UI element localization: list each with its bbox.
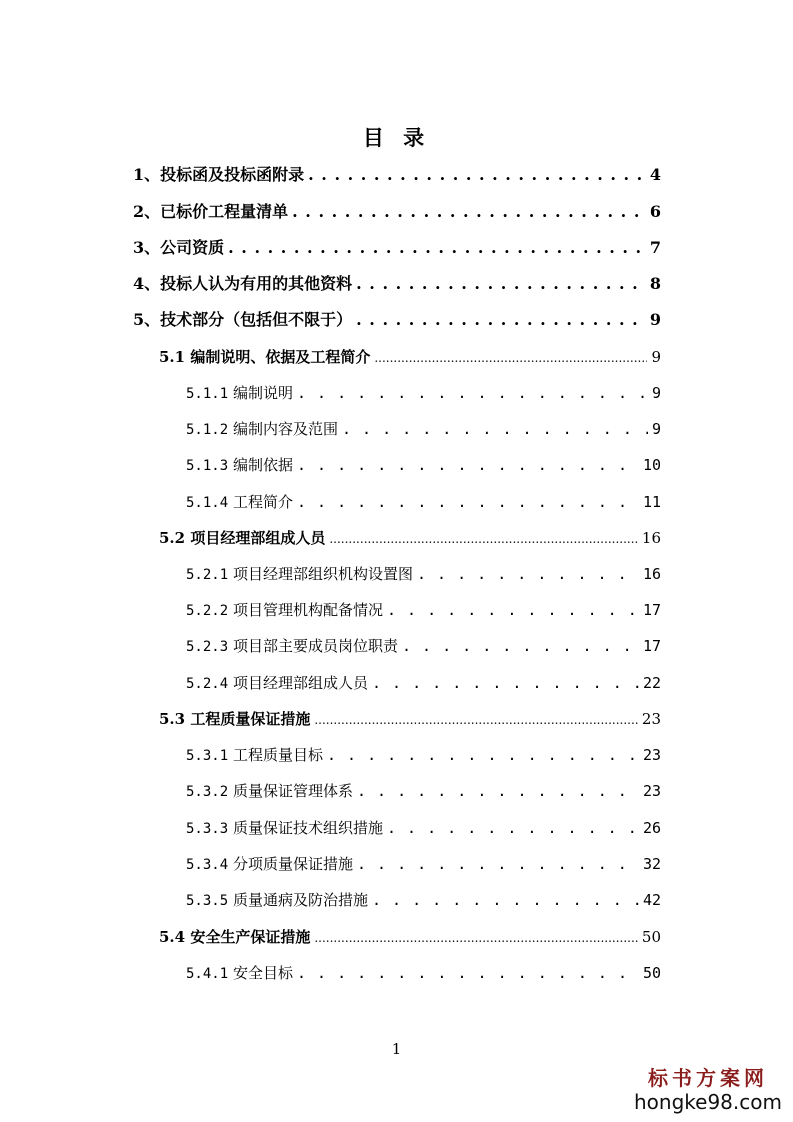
- toc-leader: [417, 561, 639, 587]
- toc-page-number: 6: [649, 202, 661, 221]
- toc-leader: [297, 489, 639, 515]
- toc-page-number: 10: [642, 456, 661, 474]
- toc-page-number: 7: [649, 238, 661, 257]
- toc-page-number: 23: [642, 746, 661, 764]
- toc-label: 5.4.1 安全目标: [186, 964, 293, 982]
- toc-page-number: 9: [649, 310, 661, 329]
- toc-entry-5-3-2[interactable]: [186, 778, 661, 804]
- toc-label: 5.2.3 项目部主要成员岗位职责: [186, 637, 398, 655]
- toc-page-number: 16: [642, 565, 661, 583]
- watermark-name: 标书方案网: [648, 1066, 768, 1090]
- toc-entry-5-1-1[interactable]: [186, 380, 661, 406]
- toc-entry-5-1-4[interactable]: [186, 489, 661, 515]
- toc-leader: [357, 851, 639, 877]
- toc-leader: [297, 380, 648, 406]
- watermark-url: hongke98.com: [634, 1090, 782, 1114]
- toc-label: 5.2.2 项目管理机构配备情况: [186, 601, 383, 619]
- toc-page-number: 4: [649, 165, 661, 184]
- toc-entry-5[interactable]: [133, 307, 661, 333]
- toc-entry-5-3-4[interactable]: [186, 851, 661, 877]
- toc-leader: [402, 633, 639, 659]
- toc-label: 5、技术部分（包括但不限于）: [133, 310, 353, 329]
- toc-entry-1[interactable]: [133, 162, 661, 188]
- toc-page-number: 11: [642, 493, 661, 511]
- toc-entry-5-3-3[interactable]: [186, 815, 661, 841]
- toc-page-number: 9: [651, 420, 661, 438]
- toc-entry-4[interactable]: [133, 271, 661, 297]
- toc-label: 5.2 项目经理部组成人员: [159, 529, 326, 547]
- toc-page-number: 50: [641, 928, 661, 946]
- toc-label: 5.3.5 质量通病及防治措施: [186, 891, 368, 909]
- toc-label: 5.1 编制说明、依据及工程简介: [159, 348, 371, 366]
- toc-leader: [372, 887, 639, 913]
- toc-leader: [372, 670, 639, 696]
- toc-entry-5-4[interactable]: [159, 924, 661, 950]
- toc-label: 5.3.1 工程质量目标: [186, 746, 323, 764]
- toc-label: 5.2.1 项目经理部组织机构设置图: [186, 565, 413, 583]
- toc-page-number: 50: [642, 964, 661, 982]
- toc-entry-5-3[interactable]: [159, 706, 661, 732]
- page-title: 目 录: [362, 125, 431, 150]
- toc-leader: [356, 271, 646, 297]
- toc-entry-5-2-2[interactable]: [186, 597, 661, 623]
- toc-leader: [387, 597, 639, 623]
- toc-leader: [228, 235, 646, 261]
- toc-label: 5.1.3 编制依据: [186, 456, 293, 474]
- toc-label: 5.3.2 质量保证管理体系: [186, 782, 353, 800]
- toc-leader: [308, 162, 646, 188]
- toc-label: 5.3.4 分项质量保证措施: [186, 855, 353, 873]
- toc-page-number: 22: [642, 674, 661, 692]
- toc-label: 5.1.2 编制内容及范围: [186, 420, 338, 438]
- toc-entry-5-2-4[interactable]: [186, 670, 661, 696]
- toc-page-number: 42: [642, 891, 661, 909]
- toc-leader: [297, 960, 639, 986]
- toc-leader: [314, 925, 638, 951]
- toc-label: 5.1.4 工程简介: [186, 493, 293, 511]
- toc-leader: [357, 778, 639, 804]
- toc-page-number: 32: [642, 855, 661, 873]
- toc-entry-5-2-3[interactable]: [186, 633, 661, 659]
- toc-leader: [342, 416, 648, 442]
- toc-entry-5-1-3[interactable]: [186, 452, 661, 478]
- toc-label: 4、投标人认为有用的其他资料: [133, 274, 353, 293]
- toc-page-number: 23: [641, 710, 661, 728]
- toc-leader: [329, 526, 638, 552]
- toc-leader: [297, 452, 639, 478]
- toc-label: 5.3.3 质量保证技术组织措施: [186, 819, 383, 837]
- toc-page-number: 17: [642, 601, 661, 619]
- toc-label: 5.2.4 项目经理部组成人员: [186, 674, 368, 692]
- toc-entry-5-2[interactable]: [159, 525, 661, 551]
- toc-entry-5-3-1[interactable]: [186, 742, 661, 768]
- toc-entry-5-1-2[interactable]: [186, 416, 661, 442]
- toc-page-number: 17: [642, 637, 661, 655]
- toc-label: 5.4 安全生产保证措施: [159, 928, 311, 946]
- toc-entry-5-2-1[interactable]: [186, 561, 661, 587]
- watermark-logo: [633, 1066, 783, 1114]
- toc-entry-3[interactable]: [133, 235, 661, 261]
- toc-entry-5-4-1[interactable]: [186, 960, 661, 986]
- footer-page-number: 1: [391, 1040, 402, 1058]
- toc-entry-2[interactable]: [133, 199, 661, 225]
- toc-page-number: 9: [651, 348, 661, 366]
- toc-leader: [314, 707, 638, 733]
- toc-page-number: 8: [649, 274, 661, 293]
- toc-leader: [292, 199, 646, 225]
- toc-leader: [387, 815, 639, 841]
- toc-label: 1、投标函及投标函附录: [133, 165, 305, 184]
- toc-page-number: 9: [651, 384, 661, 402]
- toc-label: 5.3 工程质量保证措施: [159, 710, 311, 728]
- toc-leader: [327, 742, 639, 768]
- toc-page-number: 16: [641, 529, 661, 547]
- toc-label: 2、已标价工程量清单: [133, 202, 289, 221]
- toc-page-number: 23: [642, 782, 661, 800]
- toc-page-number: 26: [642, 819, 661, 837]
- toc-entry-5-3-5[interactable]: [186, 887, 661, 913]
- toc-leader: [356, 307, 646, 333]
- toc-label: 5.1.1 编制说明: [186, 384, 293, 402]
- toc-leader: [374, 345, 647, 371]
- toc-label: 3、公司资质: [133, 238, 225, 257]
- toc-entry-5-1[interactable]: [159, 344, 661, 370]
